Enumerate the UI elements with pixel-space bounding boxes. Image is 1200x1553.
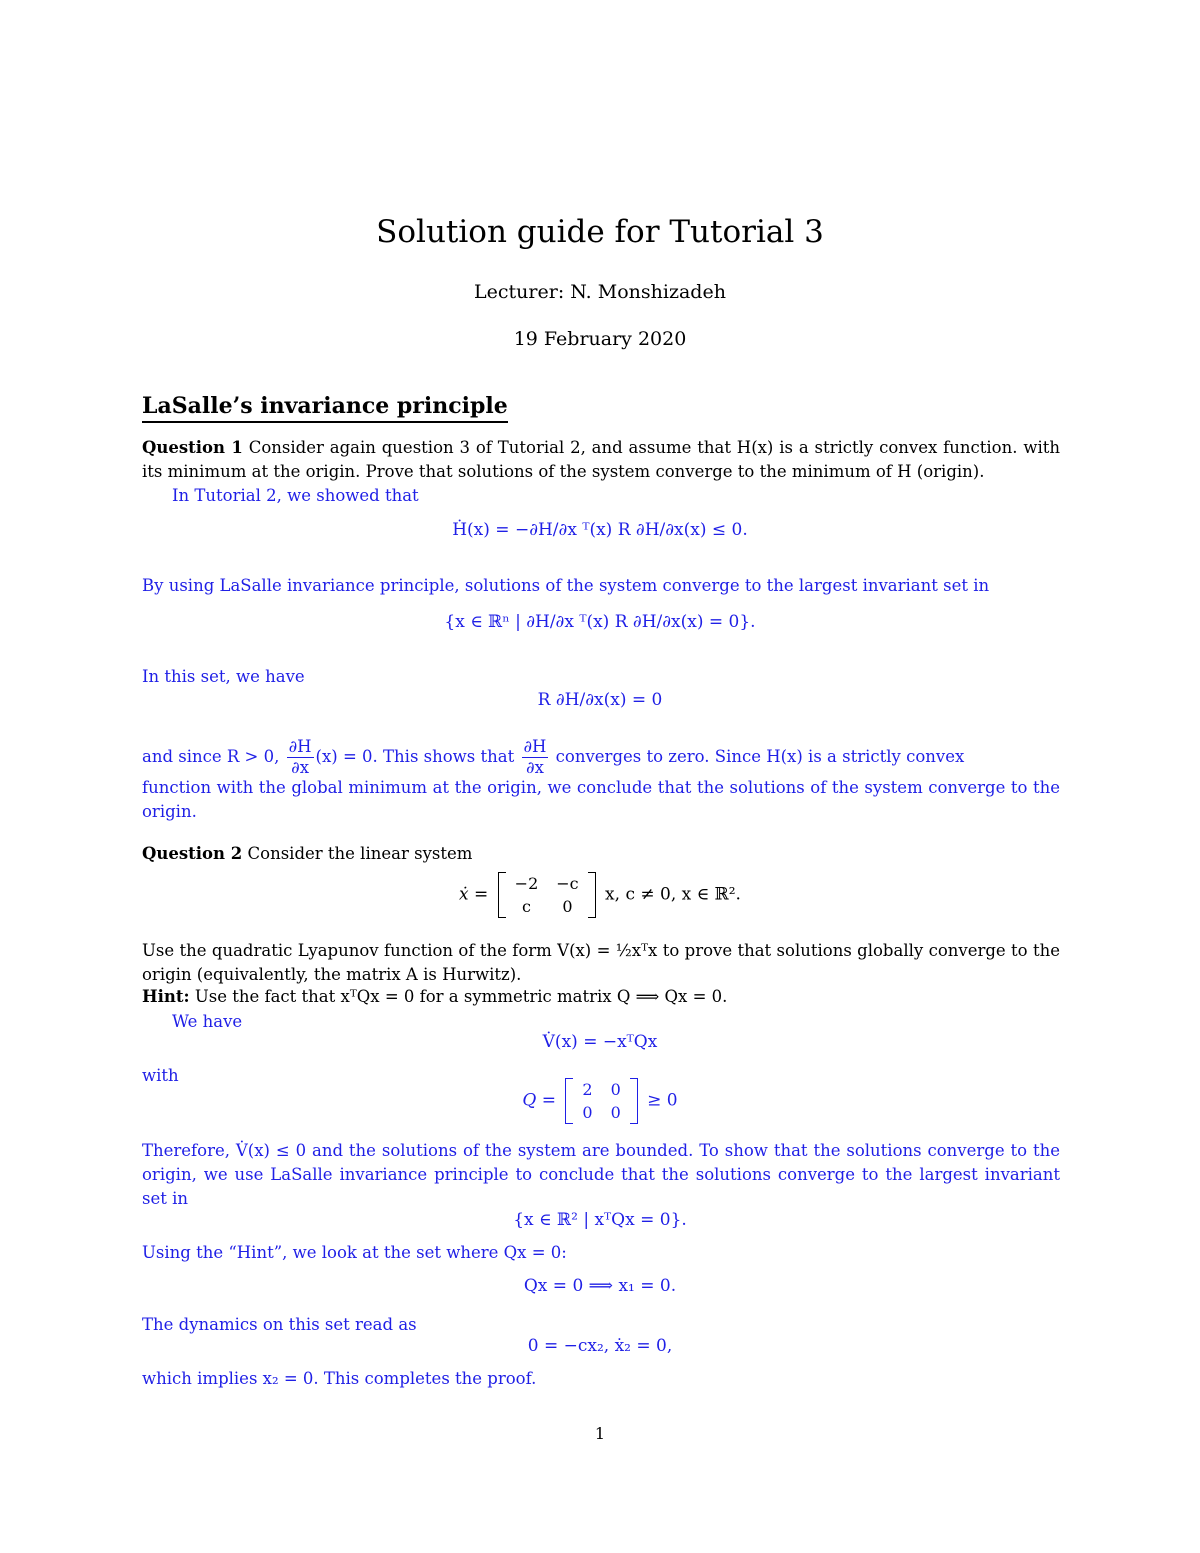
lecturer: Lecturer: N. Monshizadeh: [474, 281, 726, 303]
q1-solution-lasalle: By using LaSalle invariance principle, solutions of the system converge to the largest invariant set in: [142, 576, 990, 595]
matrix-q-cell: 0: [610, 1080, 621, 1099]
question-1-label: Question 1: [142, 438, 243, 457]
matrix-a-cell: −c: [556, 874, 579, 893]
q1-conclusion: function with the global minimum at the origin, we conclude that the solutions of the system converge to the origin.: [142, 778, 1060, 821]
q2-hint: [142, 985, 1060, 1009]
q1-since-text: and since R > 0,: [142, 747, 280, 766]
question-1-text: Consider again question 3 of Tutorial 2, and assume that H(x) is a strictly convex function. with its minimum at the origin. Prove that solutions of the system converge to the minimum of H (origin).: [142, 438, 1060, 481]
matrix-a-cell: c: [521, 897, 531, 916]
q2-q-tail: ≥ 0: [647, 1090, 678, 1111]
section-heading: [142, 393, 508, 419]
partial-h-fraction: $\frac{\partial H}{\partial x}$: [523, 737, 547, 777]
q2-system-tail: x, c ≠ 0, x ∈ ℝ².: [605, 884, 741, 905]
question-2: [142, 842, 1060, 866]
matrix-q-cell: 0: [582, 1103, 593, 1122]
q-symbol: Q =: [522, 1090, 556, 1111]
x-dot-symbol: ẋ =: [459, 884, 489, 905]
partial-h-fraction: $\frac{\partial H}{\partial x}$: [288, 737, 312, 777]
section-underline: [142, 421, 508, 423]
q2-system-equation: [0, 872, 1200, 918]
hint-label: Hint:: [142, 987, 190, 1006]
page-number: 1: [594, 1424, 606, 1443]
question-2-label: Question 2: [142, 844, 243, 863]
section-title: LaSalle’s invariance principle: [142, 393, 508, 419]
q2-v-dot-equation: V̇(x) = −xᵀQx: [542, 1032, 658, 1052]
q2-qx-equation: Qx = 0 ⟹ x₁ = 0.: [523, 1276, 677, 1296]
q2-dynamics-text: The dynamics on this set read as: [142, 1315, 417, 1334]
q1-solution-line: [142, 734, 1060, 780]
q2-q-equation: [0, 1078, 1200, 1124]
q2-hint-usage: Using the “Hint”, we look at the set where Qx = 0:: [142, 1243, 567, 1262]
document-title: Solution guide for Tutorial 3: [376, 214, 824, 250]
q2-with: with: [142, 1066, 179, 1085]
question-1: [142, 436, 1060, 484]
q1-equation-3: R ∂H/∂x(x) = 0: [537, 690, 663, 710]
matrix-a-cell: −2: [514, 874, 539, 893]
matrix-a-cell: 0: [562, 897, 573, 916]
q1-solution-intro: In Tutorial 2, we showed that: [172, 486, 419, 505]
q1-shows-text: (x) = 0. This shows that: [315, 747, 515, 766]
q1-solution-set: In this set, we have: [142, 667, 305, 686]
q2-task: Use the quadratic Lyapunov function of the form V(x) = ½xᵀx to prove that solutions globally converge to the origin (equivalently, the matrix A is Hurwitz).: [142, 941, 1060, 984]
q1-converges-text: converges to zero. Since H(x) is a strictly convex: [555, 747, 965, 766]
q2-conclusion: which implies x₂ = 0. This completes the proof.: [142, 1369, 537, 1388]
matrix-a: [498, 872, 596, 918]
q2-dynamics-equation: 0 = −cx₂, ẋ₂ = 0,: [527, 1336, 673, 1356]
hint-text: Use the fact that xᵀQx = 0 for a symmetric matrix Q ⟹ Qx = 0.: [194, 987, 728, 1006]
q1-equation-2: {x ∈ ℝⁿ | ∂H/∂x ᵀ(x) R ∂H/∂x(x) = 0}.: [444, 612, 756, 632]
q2-bounded-text: Therefore, V̇(x) ≤ 0 and the solutions of the system are bounded. To show that the solutions converge to the origin, we use LaSalle invariance principle to conclude that the solutions converge to the largest invariant set in: [142, 1141, 1060, 1208]
q2-solution-intro: We have: [172, 1012, 243, 1031]
q2-set-equation: {x ∈ ℝ² | xᵀQx = 0}.: [513, 1210, 687, 1230]
matrix-q-cell: 0: [610, 1103, 621, 1122]
date: 19 February 2020: [513, 328, 687, 350]
q1-equation-1: Ḣ(x) = −∂H/∂x ᵀ(x) R ∂H/∂x(x) ≤ 0.: [452, 520, 748, 540]
question-2-text: Consider the linear system: [247, 844, 473, 863]
matrix-q-cell: 2: [582, 1080, 593, 1099]
matrix-q: [565, 1078, 637, 1124]
